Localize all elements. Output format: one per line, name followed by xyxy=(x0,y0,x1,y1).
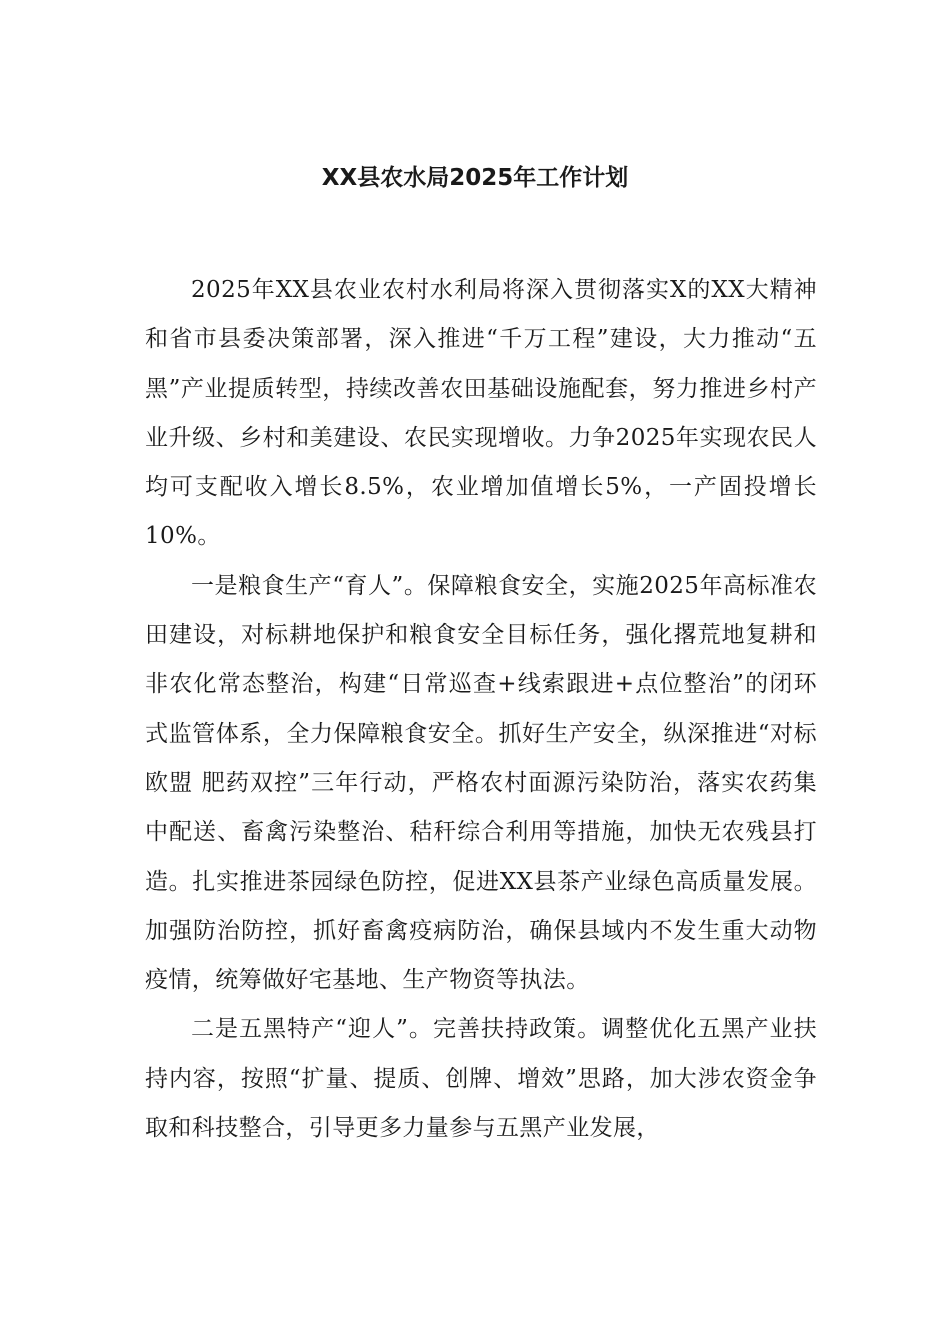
document-body xyxy=(145,266,817,1153)
paragraph-wuhei-specialty: 二是五黑特产“迎人”。完善扶持政策。调整优化五黑产业扶持内容，按照“扩量、提质、创牌、增效”思路，加大涉农资金争取和科技整合，引导更多力量参与五黑产业发展， xyxy=(145,1016,817,1142)
paragraph-intro: 2025年XX县农业农村水利局将深入贯彻落实X的XX大精神和省市县委决策部署，深入推进“千万工程”建设，大力推动“五黑”产业提质转型，持续改善农田基础设施配套，努力推进乡村产业升级、乡村和美建设、农民实现增收。力争2025年实现农民人均可支配收入增长8.5%，农业增加值增长5%，一产固投增长10%。 xyxy=(145,277,817,550)
document-title: XX县农水局2025年工作计划 xyxy=(321,165,629,191)
paragraph-grain-production: 一是粮食生产“育人”。保障粮食安全，实施2025年高标准农田建设，对标耕地保护和粮食安全目标任务，强化撂荒地复耕和非农化常态整治，构建“日常巡查+线索跟进+点位整治”的闭环式监管体系，全力保障粮食安全。抓好生产安全，纵深推进“对标欧盟 肥药双控”三年行动，严格农村面源污染防治，落实农药集中配送、畜禽污染整治、秸秆综合利用等措施，加快无农残县打造。扎实推进茶园绿色防控，促进XX县茶产业绿色高质量发展。加强防治防控，抓好畜禽疫病防治，确保县域内不发生重大动物疫情，统筹做好宅基地、生产物资等执法。 xyxy=(145,572,817,994)
